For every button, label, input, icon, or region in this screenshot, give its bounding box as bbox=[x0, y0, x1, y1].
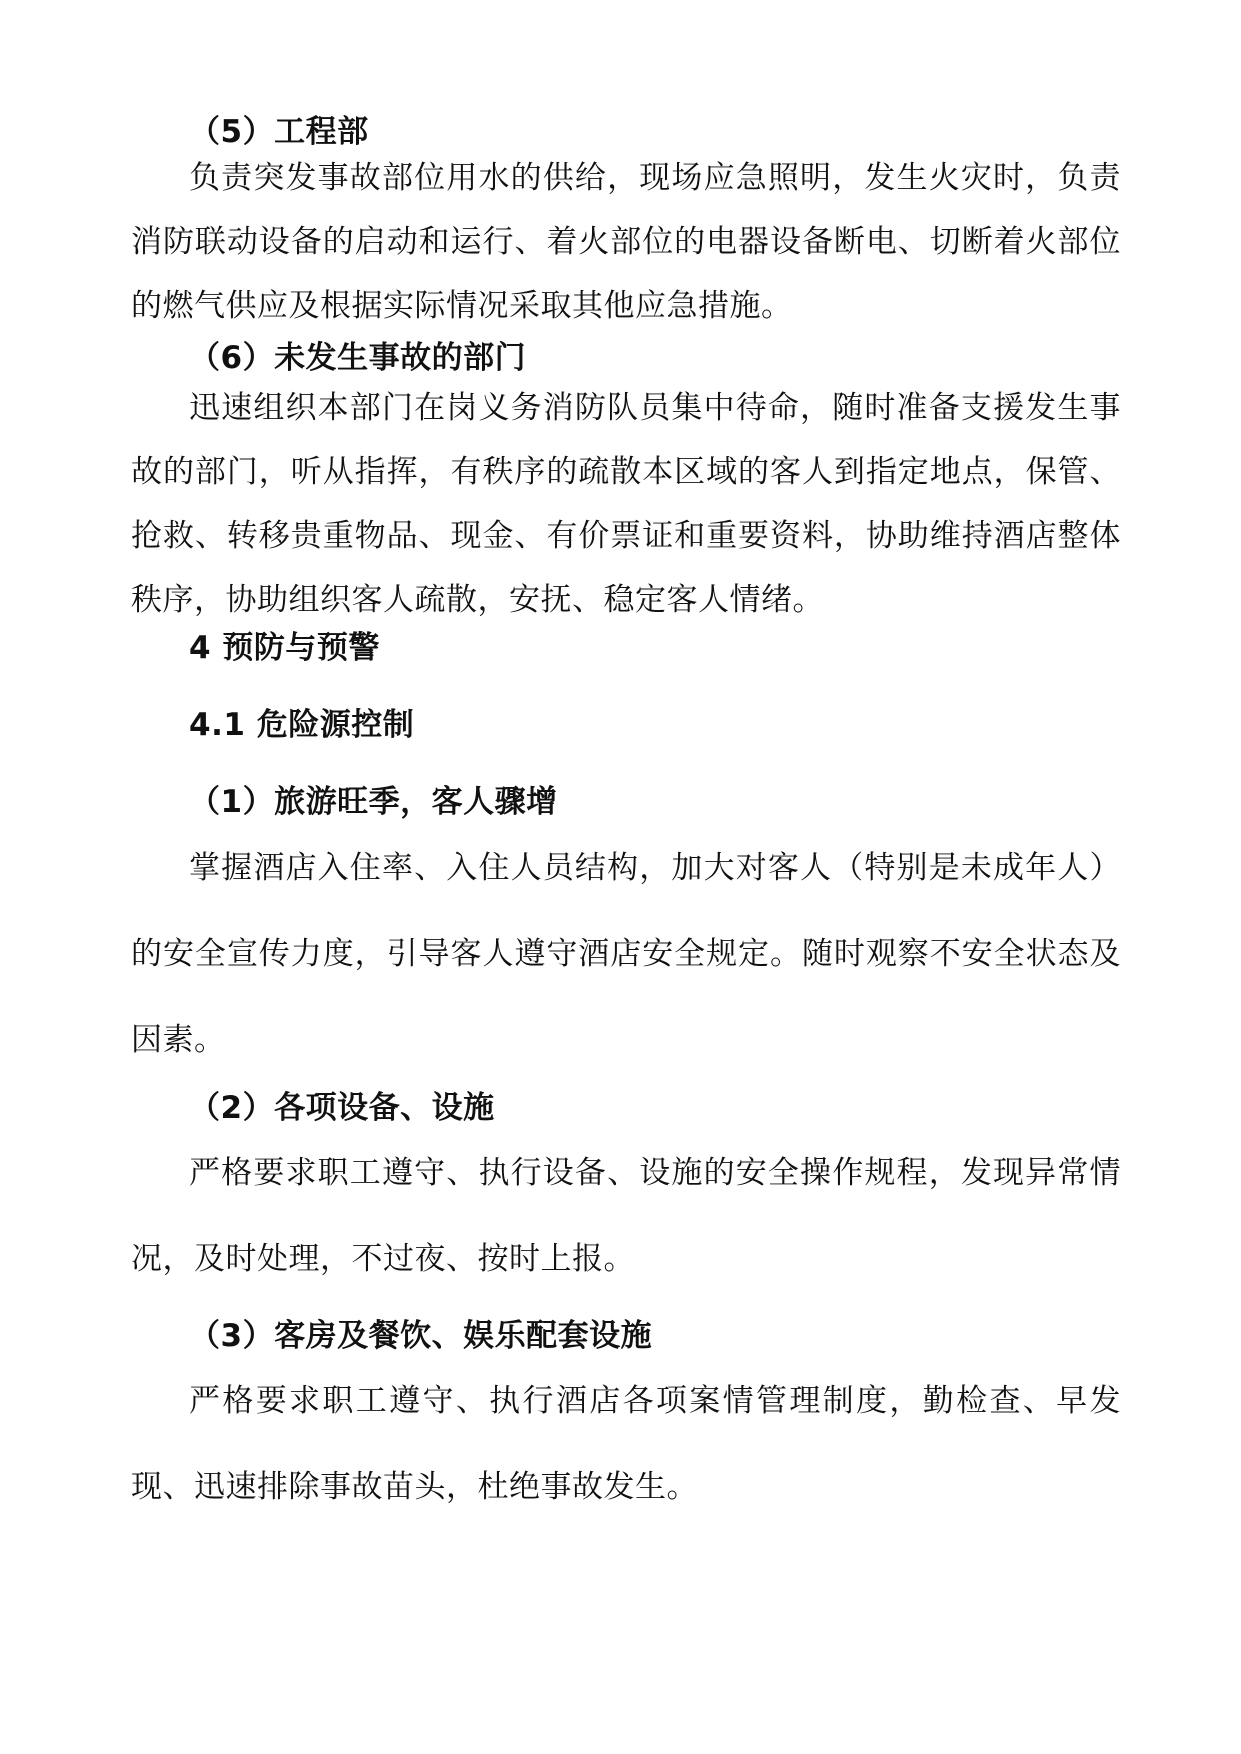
paragraph-peak-season: 掌握酒店入住率、入住人员结构，加大对客人（特别是未成年人）的安全宣传力度，引导客人遵守酒店安全规定。随时观察不安全状态及因素。 bbox=[131, 850, 1121, 1058]
section-heading-prevention-warning: 4 预防与预警 bbox=[189, 630, 380, 666]
paragraph-other-departments-duties: 迅速组织本部门在岗义务消防队员集中待命，随时准备支援发生事故的部门，听从指挥，有秩序的疏散本区域的客人到指定地点，保管、抢救、转移贵重物品、现金、有价票证和重要资料，协助维持酒店整体秩序，协助组织客人疏散，安抚、稳定客人情绪。 bbox=[131, 390, 1121, 618]
section-heading-equipment: （2）各项设备、设施 bbox=[189, 1090, 495, 1126]
paragraph-equipment: 严格要求职工遵守、执行设备、设施的安全操作规程，发现异常情况，及时处理，不过夜、按时上报。 bbox=[131, 1155, 1121, 1277]
paragraph-engineering-duties: 负责突发事故部位用水的供给，现场应急照明，发生火灾时，负责消防联动设备的启动和运行、着火部位的电器设备断电、切断着火部位的燃气供应及根据实际情况采取其他应急措施。 bbox=[131, 160, 1121, 324]
section-heading-other-departments: （6）未发生事故的部门 bbox=[189, 340, 527, 376]
section-heading-engineering: （5）工程部 bbox=[189, 114, 369, 150]
section-heading-peak-season: （1）旅游旺季，客人骤增 bbox=[189, 784, 558, 820]
section-heading-hazard-control: 4.1 危险源控制 bbox=[189, 707, 415, 743]
paragraph-rooms-facilities: 严格要求职工遵守、执行酒店各项案情管理制度，勤检查、早发现、迅速排除事故苗头，杜绝事故发生。 bbox=[131, 1383, 1121, 1505]
section-heading-rooms-facilities: （3）客房及餐饮、娱乐配套设施 bbox=[189, 1318, 653, 1354]
